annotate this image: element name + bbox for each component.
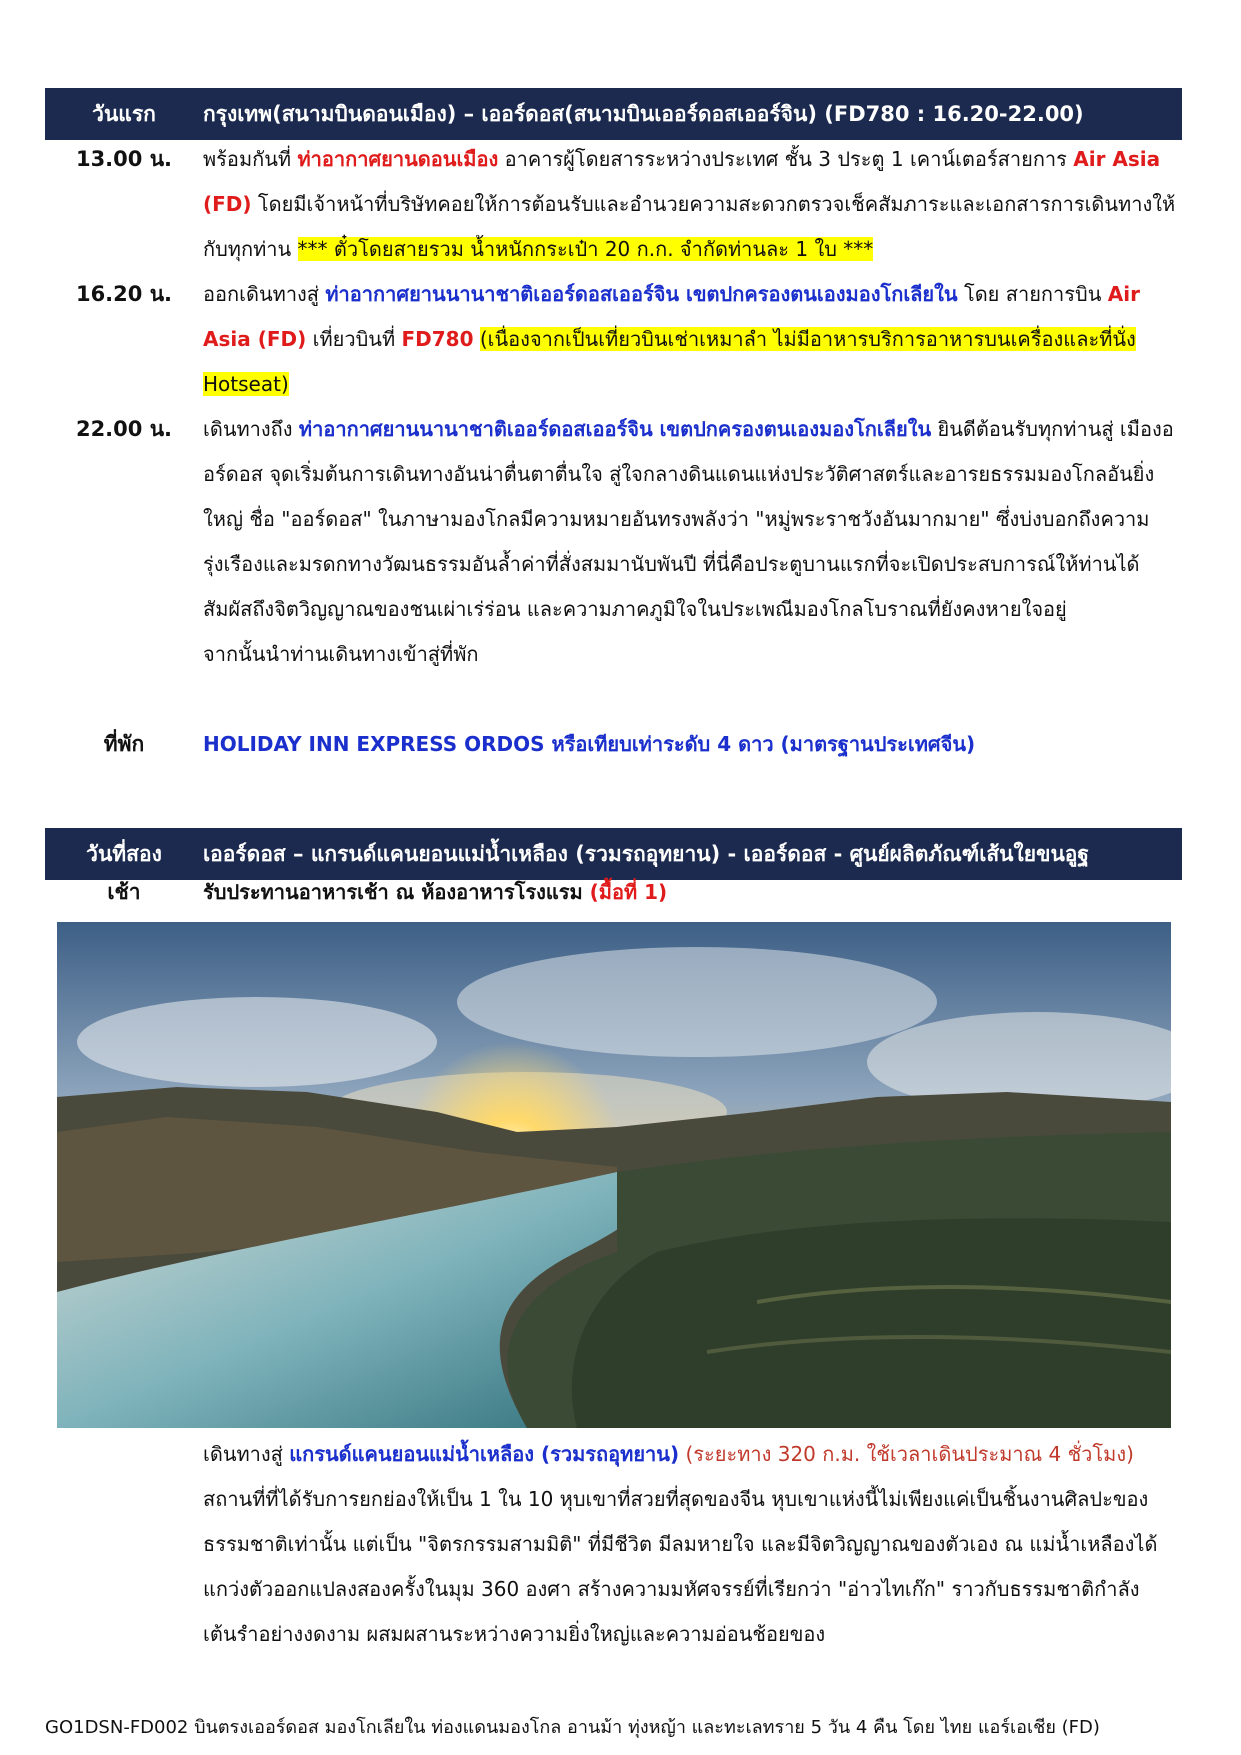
day2-canyon-row [45, 1432, 1182, 1657]
itinerary-row-2200 [45, 407, 1182, 677]
canyon-photo [57, 922, 1171, 1428]
day1-label: วันแรก [92, 101, 156, 126]
canyon-text: เดินทางสู่ แกรนด์แคนยอนแม่น้ำเหลือง (รวมรถอุทยาน) (ระยะทาง 320 ก.ม. ใช้เวลาเดินประมาณ 4 ชั่วโมง) สถานที่ที่ได้รับการยกย่องให้เป็น 1 ใน 10 หุบเขาที่สวยที่สุดของจีน หุบเขาแห่งนี้ไม่เพียงแค่เป็นชิ้นงานศิลปะของธรรมชาติเท่านั้น แต่เป็น "จิตรกรรมสามมิติ" ที่มีชีวิต มีลมหายใจ และมีจิตวิญญาณของตัวเอง ณ แม่น้ำเหลืองได้แกว่งตัวออกแปลงสองครั้งในมุม 360 องศา สร้างความมหัศจรรย์ที่เรียกว่า "อ่าวไทเก๊ก" ราวกับธรรมชาติกำลังเต้นรำอย่างงดงาม ผสมผสานระหว่างความยิ่งใหญ่และความอ่อนช้อยของ [203, 1442, 1158, 1646]
time-label: 13.00 น. [75, 147, 173, 171]
hotel-name: HOLIDAY INN EXPRESS ORDOS หรือเทียบเท่าระดับ 4 ดาว (มาตรฐานประเทศจีน) [203, 732, 976, 756]
luggage-note: *** ตั๋วโดยสายรวม น้ำหนักกระเป๋า 20 ก.ก. จำกัดท่านละ 1 ใบ *** [297, 237, 874, 261]
airline-name: Air Asia (FD) [203, 282, 1140, 351]
airport-name: ท่าอากาศยานนานาชาติเออร์ดอสเออร์จิน เขตปกครองตนเองมองโกเลียใน [325, 282, 958, 306]
breakfast-label: เช้า [107, 880, 141, 904]
hotel-row [45, 722, 1182, 767]
airport-name: ท่าอากาศยานนานาชาติเออร์ดอสเออร์จิน เขตปกครองตนเองมองโกเลียใน [298, 417, 932, 441]
hotel-label: ที่พัก [103, 732, 145, 756]
distance-note: (ระยะทาง 320 ก.ม. ใช้เวลาเดินประมาณ 4 ชั่วโมง) [679, 1442, 1134, 1466]
place-name: แกรนด์แคนยอนแม่น้ำเหลือง (รวมรถอุทยาน) [289, 1442, 680, 1466]
day2-label: วันที่สอง [86, 841, 162, 866]
item-text: เดินทางถึง ท่าอากาศยานนานาชาติเออร์ดอสเออร์จิน เขตปกครองตนเองมองโกเลียใน ยินดีต้อนรับทุกท่านสู่ เมืองออร์ดอส จุดเริ่มต้นการเดินทางอันน่าตื่นตาตื่นใจ สู่ใจกลางดินแดนแห่งประวัติศาสตร์และอารยธรรมมองโกลอันยิ่งใหญ่ ชื่อ "ออร์ดอส" ในภาษามองโกลมีความหมายอันทรงพลังว่า "หมู่พระราชวังอันมากมาย" ซึ่งบ่งบอกถึงความรุ่งเรืองและมรดกทางวัฒนธรรมอันล้ำค่าที่สั่งสมมานับพันปี ที่นี่คือประตูบานแรกที่จะเปิดประสบการณ์ให้ท่านได้สัมผัสถึงจิตวิญญาณของชนเผ่าเร่ร่อน และความภาคภูมิใจในประเพณีมองโกลโบราณที่ยังคงหายใจอยู่ จากนั้นนำท่านเดินทางเข้าสู่ที่พัก [203, 417, 1174, 666]
flight-number: FD780 [401, 327, 474, 351]
item-text: ออกเดินทางสู่ ท่าอากาศยานนานาชาติเออร์ดอสเออร์จิน เขตปกครองตนเองมองโกเลียใน โดย สายการบิน Air Asia (FD) เที่ยวบินที่ FD780 (เนื่องจากเป็นเที่ยวบินเช่าเหมาลำ ไม่มีอาหารบริการอาหารบนเครื่องและที่นั่ง Hotseat) [203, 282, 1140, 396]
item-text: พร้อมกันที่ ท่าอากาศยานดอนเมือง อาคารผู้โดยสารระหว่างประเทศ ชั้น 3 ประตู 1 เคาน์เตอร์สายการ Air Asia (FD) โดยมีเจ้าหน้าที่บริษัทคอยให้การต้อนรับและอำนวยความสะดวกตรวจเช็คสัมภาระและเอกสารการเดินทางให้กับทุกท่าน *** ตั๋วโดยสายรวม น้ำหนักกระเป๋า 20 ก.ก. จำกัดท่านละ 1 ใบ *** [203, 147, 1176, 261]
day1-header [45, 88, 1182, 140]
breakfast-text: รับประทานอาหารเช้า ณ ห้องอาหารโรงแรม (มื้อที่ 1) [203, 880, 668, 904]
time-label: 16.20 น. [75, 282, 173, 306]
itinerary-row-1300 [45, 137, 1182, 272]
day2-title: เออร์ดอส – แกรนด์แคนยอนแม่น้ำเหลือง (รวมรถอุทยาน) - เออร์ดอส - ศูนย์ผลิตภัณฑ์เส้นใยขนอูฐ [203, 841, 1090, 866]
itinerary-row-1620 [45, 272, 1182, 407]
charter-note: (เนื่องจากเป็นเที่ยวบินเช่าเหมาลำ ไม่มีอาหารบริการอาหารบนเครื่องและที่นั่ง Hotseat) [203, 327, 1136, 396]
airline-name: Air Asia (FD) [203, 147, 1161, 216]
breakfast-row [45, 870, 1182, 915]
day1-title: กรุงเทพ(สนามบินดอนเมือง) – เออร์ดอส(สนามบินเออร์ดอสเออร์จิน) (FD780 : 16.20-22.00) [203, 101, 1084, 126]
airport-name: ท่าอากาศยานดอนเมือง [297, 147, 499, 171]
yellow-river-canyon-image [57, 922, 1171, 1428]
footer-program-code: GO1DSN-FD002 บินตรงเออร์ดอส มองโกเลียใน ท่องแดนมองโกล อานม้า ทุ่งหญ้า และทะเลทราย 5 วัน 4 คืน โดย ไทย แอร์เอเชีย (FD) [45, 1717, 1100, 1738]
meal-number: (มื้อที่ 1) [589, 880, 668, 904]
time-label-empty [45, 1432, 203, 1657]
time-label: 22.00 น. [75, 417, 173, 441]
